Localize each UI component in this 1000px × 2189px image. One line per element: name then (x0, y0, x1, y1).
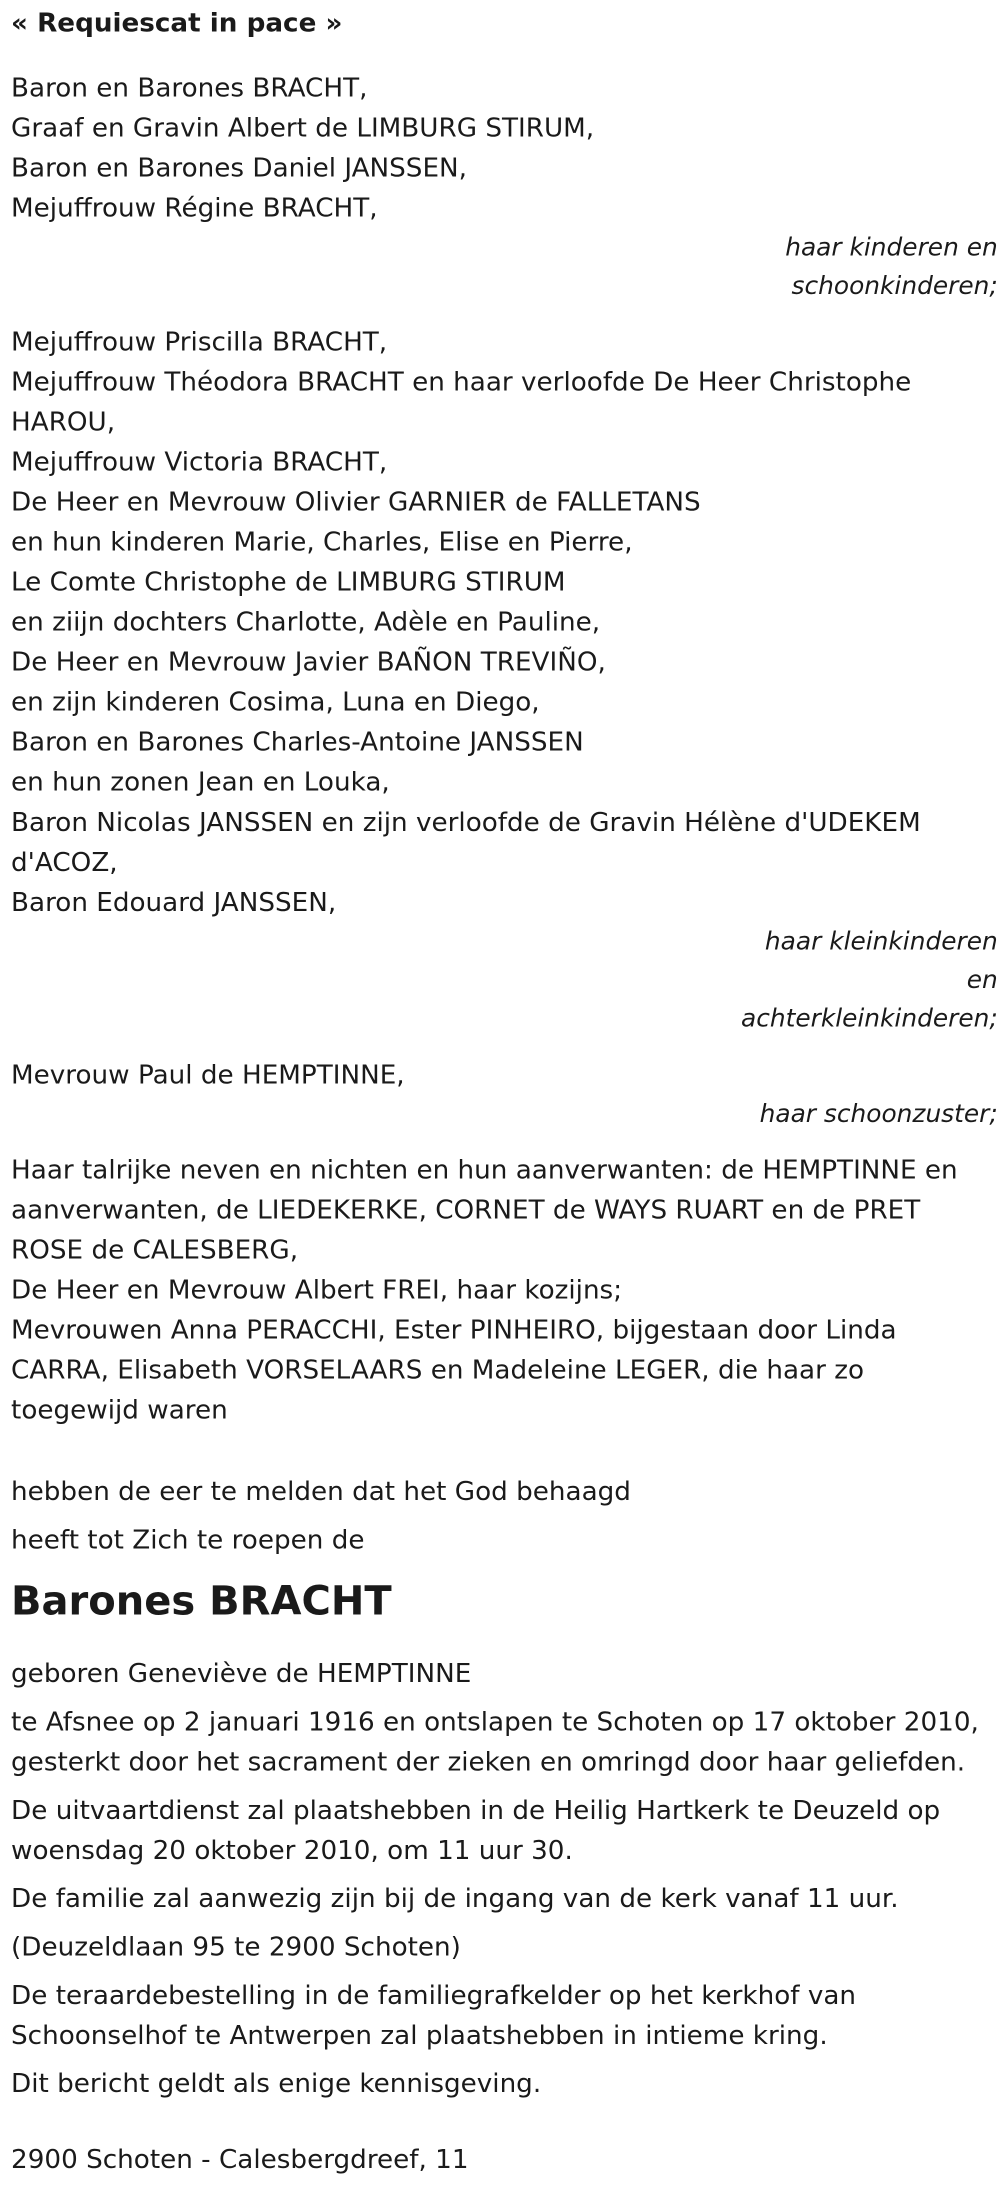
family-line: Mevrouw Paul de HEMPTINNE, (11, 1059, 405, 1091)
relatives-line: Mevrouwen Anna PERACCHI, Ester PINHEIRO, bijgestaan door Linda CARRA, Elisabeth VORSELAARS en Madeleine LEGER, die haar zo toegewijd waren (11, 1315, 897, 1426)
family-line: Mejuffrouw Victoria BRACHT, (11, 447, 388, 478)
relatives-line: De Heer en Mevrouw Albert FREI, haar kozijns; (11, 1275, 623, 1306)
relation-label: en (966, 966, 998, 995)
family-line: en zijn kinderen Cosima, Luna en Diego, (11, 687, 540, 718)
notice-line: Dit bericht geldt als enige kennisgeving. (11, 2068, 542, 2099)
burial-info: De teraardebestelling in de familiegrafkelder op het kerkhof van Schoonselhof te Antwerpen zal plaatshebben in intieme kring. (11, 1980, 857, 2051)
family-line: Mejuffrouw Théodora BRACHT en haar verloofde De Heer Christophe HAROU, (11, 367, 912, 438)
relation-label: haar kleinkinderen (764, 927, 998, 957)
relation-label: achterkleinkinderen; (740, 1004, 998, 1034)
family-line: Baron Nicolas JANSSEN en zijn verloofde de Gravin Hélène d'UDEKEM d'ACOZ, (11, 807, 921, 878)
family-presence: De familie zal aanwezig zijn bij de ingang van de kerk vanaf 11 uur. (11, 1883, 899, 1915)
life-dates: te Afsnee op 2 januari 1916 en ontslapen te Schoten op 17 oktober 2010, gesterkt door het sacrament der zieken en omringd door haar geliefden. (11, 1707, 979, 1778)
family-line: Baron en Barones BRACHT, (11, 73, 368, 104)
family-line: De Heer en Mevrouw Olivier GARNIER de FALLETANS (11, 487, 701, 518)
family-line: Mejuffrouw Régine BRACHT, (11, 193, 378, 224)
family-line: Baron Edouard JANSSEN, (11, 887, 337, 918)
family-line: Baron en Barones Daniel JANSSEN, (11, 153, 467, 184)
sister-in-law-group (11, 1056, 998, 1135)
relatives-line: Haar talrijke neven en nichten en hun aanverwanten: de HEMPTINNE en aanverwanten, de LIEDEKERKE, CORNET de WAYS RUART en de PRET ROSE de CALESBERG, (11, 1155, 958, 1266)
home-address: 2900 Schoten - Calesbergdreef, 11 (11, 2144, 469, 2175)
announcement-line: heeft tot Zich te roepen de (11, 1524, 365, 1556)
family-line: en hun kinderen Marie, Charles, Elise en Pierre, (11, 527, 633, 558)
family-line: De Heer en Mevrouw Javier BAÑON TREVIÑO, (11, 647, 606, 678)
relation-label: schoonkinderen; (791, 271, 998, 301)
church-address: (Deuzeldlaan 95 te 2900 Schoten) (11, 1932, 461, 1963)
spacer (11, 1448, 998, 1473)
family-line: en ziijn dochters Charlotte, Adèle en Pauline, (11, 607, 601, 638)
relatives-group (11, 1151, 998, 1431)
family-line: en hun zonen Jean en Louka, (11, 767, 390, 798)
announcement-line: hebben de eer te melden dat het God behaagd (11, 1476, 631, 1507)
relation-label: haar schoonzuster; (759, 1099, 998, 1129)
family-line: Le Comte Christophe de LIMBURG STIRUM (11, 567, 566, 598)
birth-name: geboren Geneviève de HEMPTINNE (11, 1658, 472, 1690)
family-line: Baron en Barones Charles-Antoine JANSSEN (11, 727, 584, 758)
family-line: Graaf en Gravin Albert de LIMBURG STIRUM, (11, 113, 595, 144)
deceased-name: Barones BRACHT (11, 1577, 392, 1625)
requiescat-header: « Requiescat in pace » (11, 8, 343, 39)
children-group (11, 69, 998, 306)
relation-label: haar kinderen en (785, 233, 998, 263)
grandchildren-group (11, 323, 998, 1039)
funeral-service: De uitvaartdienst zal plaatshebben in de Heilig Hartkerk te Deuzeld op woensdag 20 oktober 2010, om 11 uur 30. (11, 1795, 941, 1866)
family-line: Mejuffrouw Priscilla BRACHT, (11, 327, 388, 358)
